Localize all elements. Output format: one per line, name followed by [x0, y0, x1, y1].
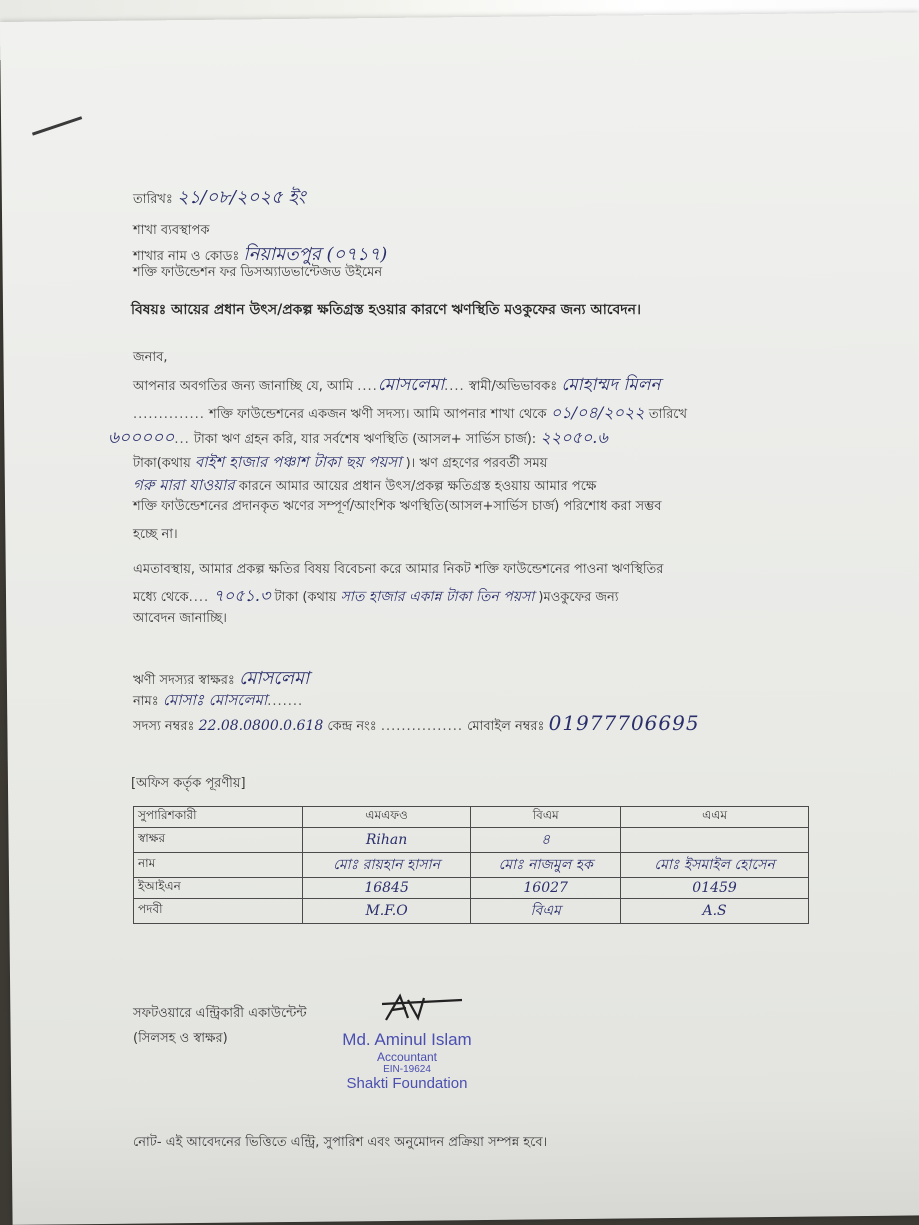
member-id: 22.08.0800.0.618 — [198, 718, 324, 734]
balance-in-words: বাইশ হাজার পঞ্চাশ টাকা ছয় পয়সা — [194, 453, 402, 471]
date-value: ২১/০৮/২০২৫ ইং — [177, 187, 306, 208]
body-text: কারনে আমার আয়ের প্রধান উৎস/প্রকল্প ক্ষতিগ্রস্ত হওয়ায় আমার পক্ষে — [238, 479, 597, 494]
table-row — [134, 828, 809, 853]
table-header: এএম — [621, 807, 809, 828]
dots: .............. — [133, 407, 205, 422]
member-sign-label: ঋণী সদস্যর স্বাক্ষরঃ — [133, 673, 235, 688]
body-text: আপনার অবগতির জন্য জানাচ্ছি যে, আমি — [133, 379, 354, 394]
guardian-name: মোহাম্মদ মিলন — [561, 375, 661, 395]
salutation: জনাব, — [133, 350, 168, 365]
loan-balance: ২২০৫০.৬ — [540, 428, 608, 447]
stamp-org: Shakti Foundation — [346, 1075, 468, 1092]
row-label: পদবী — [134, 899, 303, 924]
table-header-row — [134, 807, 809, 828]
body-line-9 — [133, 583, 619, 610]
body-text: টাকা(কথায় — [133, 456, 191, 471]
table-cell: M.F.O — [365, 903, 408, 919]
table-row — [134, 899, 809, 924]
footer-note: নোট- এই আবেদনের ভিত্তিতে এন্ট্রি, সুপারিশ এবং অনুমোদন প্রক্রিয়া সম্পন্ন হবে। — [133, 1135, 548, 1150]
table-header: বিএম — [471, 807, 621, 828]
table-cell: Rihan — [365, 832, 408, 848]
accountant-signature — [378, 990, 464, 1026]
body-text: )। ঋণ গ্রহণের পরবর্তী সময় — [405, 456, 548, 471]
stamp-title: Accountant — [376, 1050, 438, 1064]
accountant-stamp — [322, 1030, 492, 1092]
org-line: শক্তি ফাউন্ডেশন ফর ডিসঅ্যাডভান্টেজড উইমেন — [133, 265, 383, 280]
pen-mark — [32, 116, 82, 135]
dots: ................ — [380, 719, 463, 734]
dots: ....... — [267, 694, 304, 709]
dots: .... — [444, 379, 465, 394]
body-text: তারিখে — [648, 407, 688, 422]
table-cell: মোঃ রায়হান হাসান — [333, 857, 440, 873]
date-row — [133, 183, 306, 214]
table-cell: বিএম — [530, 903, 561, 919]
loan-amount: ৬০০০০০ — [108, 428, 175, 448]
dots: .... — [357, 379, 378, 394]
subject-line: বিষয়ঃ আয়ের প্রধান উৎস/প্রকল্প ক্ষতিগ্রস্ত হওয়ার কারণে ঋণস্থিতি মওকুফের জন্য আবেদন। — [131, 302, 641, 318]
body-line-8: এমতাবস্থায়, আমার প্রকল্প ক্ষতির বিষয় বিবেচনা করে আমার নিকট শক্তি ফাউন্ডেশনের পাওনা ঋণস্থিতির — [133, 562, 664, 577]
table-cell: মোঃ নাজমুল হক — [498, 857, 593, 873]
stamp-ein: EIN-19624 — [383, 1064, 431, 1075]
loss-reason: গরু মারা যাওয়ার — [133, 476, 235, 494]
date-label: তারিখঃ — [133, 192, 173, 207]
table-row — [134, 878, 809, 899]
row-label: ইআইএন — [134, 878, 303, 899]
table-header: সুপারিশকারী — [134, 807, 303, 828]
table-cell: A.S — [702, 903, 727, 919]
office-label: [অফিস কর্তৃক পূরণীয়] — [131, 776, 246, 791]
body-text: শক্তি ফাউন্ডেশনের একজন ঋণী সদস্য। আমি আপনার শাখা থেকে — [209, 407, 547, 422]
branch-label: শাখার নাম ও কোডঃ — [133, 249, 240, 264]
table-cell: 01459 — [692, 880, 737, 896]
table-cell: ৪ — [541, 832, 551, 848]
body-text: স্বামী/অভিভাবকঃ — [468, 379, 558, 394]
body-line-5 — [133, 474, 596, 499]
member-id-label: সদস্য নম্বরঃ — [133, 719, 195, 734]
waiver-amount: ৭০৫১.৩ — [213, 586, 271, 605]
table-cell: মোঃ ইসমাইল হোসেন — [654, 857, 775, 873]
table-cell: 16027 — [523, 880, 568, 896]
member-name: মোসাঃ মোসলেমা — [162, 691, 268, 709]
row-label: নাম — [134, 853, 303, 878]
body-line-1 — [133, 372, 661, 400]
body-line-2 — [133, 400, 687, 427]
member-id-row — [133, 711, 700, 738]
dots: .... — [188, 590, 210, 605]
mobile-label: মোবাইল নম্বরঃ — [467, 719, 545, 734]
branch-value: নিয়ামতপুর (০৭১৭) — [243, 244, 388, 265]
dots: ... — [174, 432, 190, 447]
stamp-name: Md. Aminul Islam — [342, 1030, 472, 1049]
body-text: মধ্যে থেকে — [133, 590, 189, 605]
mobile-number: 01977706695 — [548, 711, 700, 735]
recommendation-table — [133, 806, 809, 924]
body-line-7: হচ্ছে না। — [133, 527, 178, 542]
table-header: এমএফও — [303, 807, 471, 828]
body-text: টাকা (কথায় — [274, 590, 337, 605]
table-row — [134, 853, 809, 878]
waiver-in-words: সাত হাজার একান্ন টাকা তিন পয়সা — [340, 589, 535, 605]
member-name-label: নামঃ — [133, 694, 159, 709]
member-signature: মোসলেমা — [238, 668, 310, 689]
accountant-line-1: সফটওয়ারে এন্ট্রিকারী একাউন্টেন্ট — [133, 1006, 307, 1021]
body-line-6: শক্তি ফাউন্ডেশনের প্রদানকৃত ঋণের সম্পূর্ণ/আংশিক ঋণস্থিতি(আসল+সার্ভিস চার্জ) পরিশোধ করা সম্ভব — [133, 499, 662, 514]
body-text: )মওকুফের জন্য — [538, 590, 619, 605]
accountant-line-2: (সিলসহ ও স্বাক্ষর) — [133, 1031, 228, 1046]
row-label: স্বাক্ষর — [134, 828, 303, 853]
body-line-10: আবেদন জানাচ্ছি। — [133, 611, 227, 626]
table-cell: 16845 — [364, 880, 409, 896]
body-line-3 — [108, 425, 608, 453]
body-text: টাকা ঋণ গ্রহন করি, যার সর্বশেষ ঋণস্থিতি (আসল+ সার্ভিস চার্জ): — [193, 432, 537, 447]
body-line-4 — [133, 451, 547, 476]
applicant-name: মোসলেমা — [377, 375, 445, 395]
loan-date: ০১/০৪/২০২২ — [550, 403, 645, 422]
manager-line: শাখা ব্যবস্থাপক — [133, 223, 210, 238]
kendra-label: কেন্দ্র নংঃ — [327, 719, 377, 734]
